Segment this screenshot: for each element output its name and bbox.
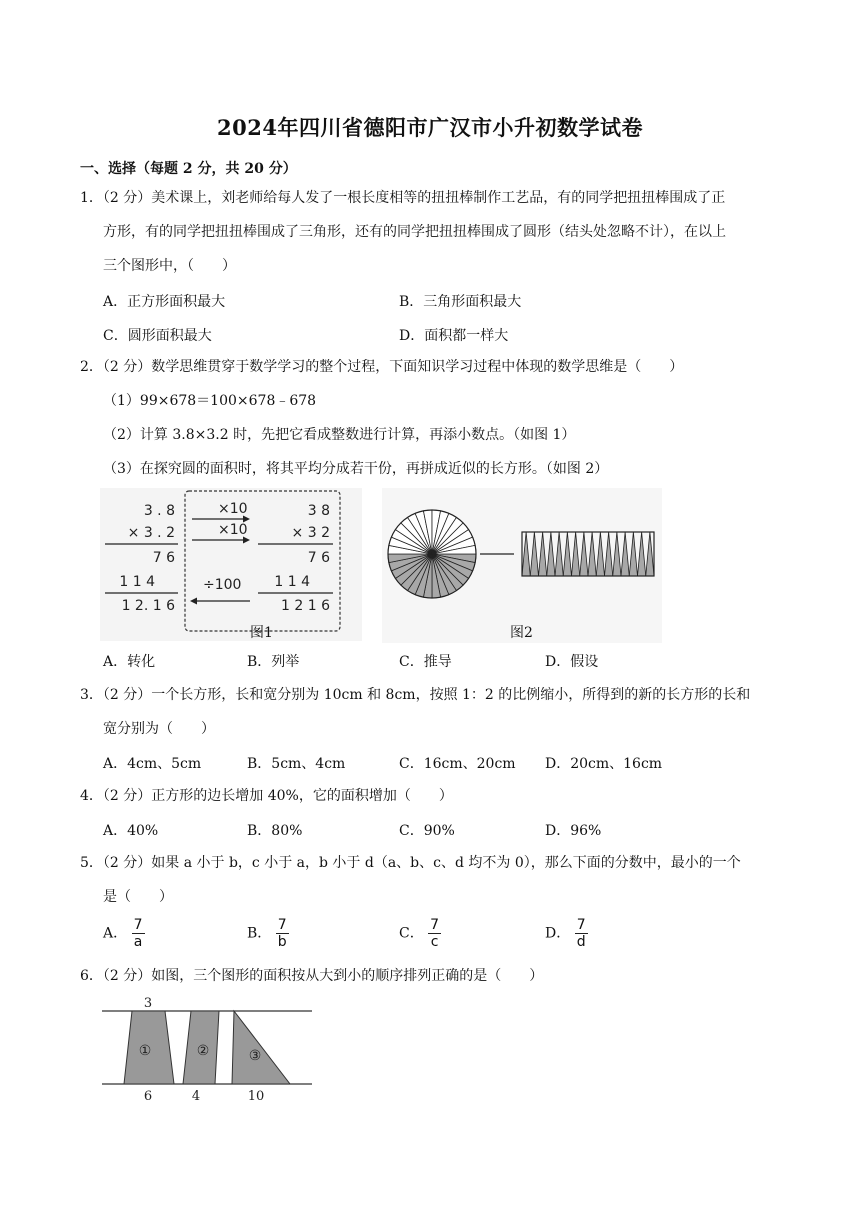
- fig1-left-row-1: 3 . 8: [143, 503, 175, 519]
- fig2-caption: 图2: [510, 625, 533, 641]
- fig1-left-row-3: 7 6: [152, 550, 175, 566]
- fraction-7-over-d: $\frac{7}{d}$: [576, 917, 586, 950]
- q4-option-d[interactable]: D．96%: [545, 823, 602, 839]
- q1-line-2: 方形，有的同学把扭扭棒围成了三角形，还有的同学把扭扭棒围成了圆形（结头处忽略不计），在以上: [103, 224, 726, 240]
- q5-line-1: 5．（2 分）如果 a 小于 b，c 小于 a，b 小于 d（a、b、c、d 均不为 0），那么下面的分数中，最小的一个: [80, 855, 741, 871]
- q3-option-b[interactable]: B．5cm、4cm: [247, 756, 346, 772]
- q2-option-d[interactable]: D．假设: [545, 654, 599, 670]
- fraction-7-over-b: $\frac{7}{b}$: [277, 917, 287, 950]
- q3-option-a[interactable]: A．4cm、5cm: [103, 756, 202, 772]
- q5-option-c[interactable]: [399, 917, 441, 950]
- q1-line-3: 三个图形中，（ ）: [103, 258, 236, 274]
- q1-option-d[interactable]: D．面积都一样大: [399, 328, 509, 344]
- q5-option-d-label: D．: [545, 925, 571, 942]
- figure-1-multiplication: [100, 488, 362, 641]
- fig1-right-row-2: × 3 2: [291, 525, 330, 541]
- q5-option-a[interactable]: [103, 917, 145, 950]
- fig1-right-row-5: 1 2 1 6: [281, 598, 330, 614]
- page-title: 2024年四川省德阳市广汉市小升初数学试卷: [217, 115, 643, 140]
- fig1-right-row-3: 7 6: [307, 550, 330, 566]
- q2-line-1: 2．（2 分）数学思维贯穿于数学学习的整个过程，下面知识学习过程中体现的数学思维是（ ）: [80, 359, 684, 375]
- q4-option-b[interactable]: B．80%: [247, 823, 303, 839]
- q6-bottom-label-2: 4: [191, 1089, 201, 1104]
- fig1-left-row-5: 1 2. 1 6: [121, 598, 175, 614]
- q6-shape-2-label: ②: [196, 1043, 210, 1059]
- q4-option-a[interactable]: A．40%: [103, 823, 159, 839]
- q3-line-2: 宽分别为（ ）: [103, 721, 215, 737]
- q1-option-b[interactable]: B．三角形面积最大: [399, 294, 522, 310]
- q4-line-1: 4．（2 分）正方形的边长增加 40%，它的面积增加（ ）: [80, 788, 453, 804]
- q2-option-a[interactable]: A．转化: [103, 654, 156, 670]
- q3-option-d[interactable]: D．20cm、16cm: [545, 756, 663, 772]
- fig1-right-row-4: 1 1 4: [274, 574, 310, 590]
- q2-statement-2: （2）计算 3.8×3.2 时，先把它看成整数进行计算，再添小数点。（如图 1）: [103, 427, 576, 443]
- q3-option-c[interactable]: C．16cm、20cm: [399, 756, 516, 772]
- fig1-arrow-label-1: ×10: [218, 501, 248, 517]
- q6-top-label: 3: [143, 996, 153, 1011]
- q5-option-b-label: B．: [247, 925, 272, 942]
- q6-shape-3-label: ③: [248, 1048, 262, 1064]
- q5-option-c-label: C．: [399, 925, 424, 942]
- q2-option-c[interactable]: C．推导: [399, 654, 452, 670]
- q5-option-b[interactable]: [247, 917, 289, 950]
- circle-sectors: [388, 510, 476, 598]
- fig1-caption: 图1: [250, 625, 273, 641]
- q2-statement-1: （1）99×678＝100×678﹣678: [103, 393, 317, 409]
- section-heading: 一、选择（每题 2 分，共 20 分）: [80, 161, 297, 177]
- q2-option-b[interactable]: B．列举: [247, 654, 300, 670]
- fig1-arrow-label-2: ×10: [218, 522, 248, 538]
- q2-statement-3: （3）在探究圆的面积时，将其平均分成若干份，再拼成近似的长方形。（如图 2）: [103, 461, 609, 477]
- q6-bottom-label-1: 6: [143, 1089, 153, 1104]
- q5-option-a-label: A．: [103, 925, 128, 942]
- q6-line-1: 6．（2 分）如图，三个图形的面积按从大到小的顺序排列正确的是（ ）: [80, 968, 544, 984]
- fig1-left-row-2: × 3 . 2: [127, 525, 175, 541]
- fraction-7-over-a: $\frac{7}{a}$: [133, 917, 143, 950]
- q5-option-d[interactable]: [545, 917, 588, 950]
- q1-option-c[interactable]: C．圆形面积最大: [103, 328, 212, 344]
- q6-shape-1-label: ①: [138, 1043, 152, 1059]
- q1-line-1: 1．（2 分）美术课上，刘老师给每人发了一根长度相等的扭扭棒制作工艺品，有的同学把扭扭棒围成了正: [80, 190, 726, 206]
- q1-option-a[interactable]: A．正方形面积最大: [103, 294, 226, 310]
- q5-line-2: 是（ ）: [103, 889, 173, 905]
- q3-line-1: 3．（2 分）一个长方形，长和宽分别为 10cm 和 8cm，按照 1：2 的比例缩小，所得到的新的长方形的长和: [80, 687, 751, 703]
- fraction-7-over-c: $\frac{7}{c}$: [430, 917, 440, 950]
- q6-bottom-label-3: 10: [247, 1089, 265, 1104]
- figure-q6-three-shapes: [100, 994, 315, 1104]
- fig1-left-row-4: 1 1 4: [119, 574, 155, 590]
- q4-option-c[interactable]: C．90%: [399, 823, 455, 839]
- fig1-right-row-1: 3 8: [307, 503, 330, 519]
- figure-2-circle-to-rectangle: [382, 488, 662, 643]
- fig1-arrow-label-3: ÷100: [203, 577, 242, 593]
